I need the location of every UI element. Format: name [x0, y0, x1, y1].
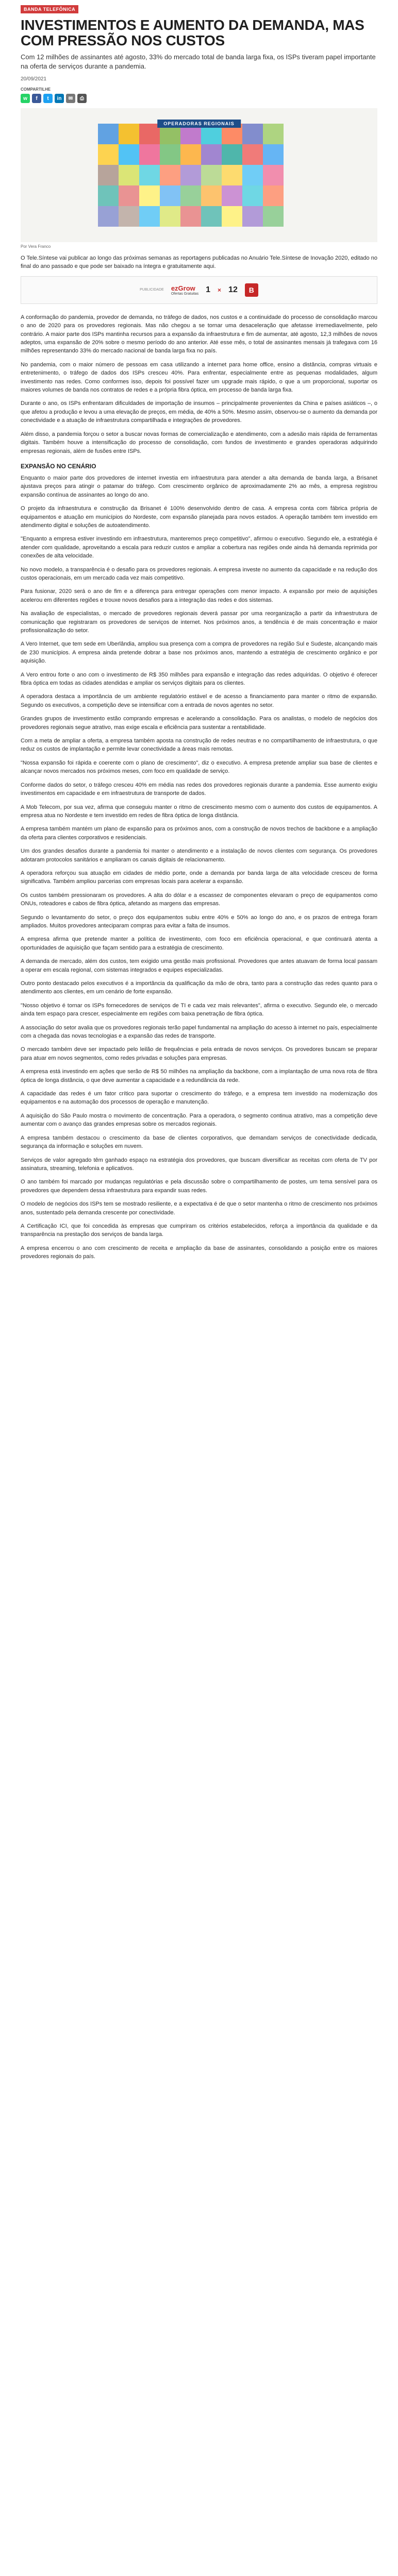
body-paragraph: "Enquanto a empresa estiver investindo em infraestrutura, manteremos preço competitivo", afirmou o executivo. Segundo ele, a estratégia é atender com qualidade, aproveitando a escala para reduzir custos e ampliar a cobertura nas regiões onde ainda há demanda reprimida por conexões de alta velocidade.: [21, 536, 377, 560]
body-paragraph: No novo modelo, a transparência é o desafio para os provedores regionais. A empresa investe no aumento da capacidade e na redução dos custos operacionais, em um mercado cada vez mais competitivo.: [21, 566, 377, 581]
body-paragraph: A empresa também mantém um plano de expansão para os próximos anos, com a construção de novos trechos de backbone e a ampliação da oferta para clientes corporativos e residenciais.: [21, 826, 377, 841]
body-paragraph: "Nossa expansão foi rápida e coerente com o plano de crescimento", diz o executivo. A empresa pretende ampliar sua base de clientes e alcançar novos mercados nos próximos meses, com foco em qualidade de serviço.: [21, 759, 377, 775]
body-paragraph: A Mob Telecom, por sua vez, afirma que conseguiu manter o ritmo de crescimento mesmo com o aumento dos custos de equipamentos. A empresa atua no Nordeste e tem investido em redes de fibra óptica de longa distância.: [21, 804, 377, 819]
body-paragraph: A Vero entrou forte o ano com o investimento de R$ 350 milhões para expansão e integração das redes adquiridas. O objetivo é oferecer fibra óptica em todas as cidades atendidas e ampliar os serviços digitais para os clientes.: [21, 671, 377, 687]
ad-badge-icon: B: [245, 283, 258, 297]
headline: INVESTIMENTOS E AUMENTO DA DEMANDA, MAS COM PRESSÃO NOS CUSTOS: [21, 17, 364, 48]
ad-logo-sub: Ofertas Gratuitas: [171, 292, 199, 296]
ad-logo: ezGrow: [171, 284, 195, 292]
lead-paragraph: O Tele.Síntese vai publicar ao longo das próximas semanas as reportagens publicadas no Anuário Tele.Síntese de Inovação 2020, editado no final do ano passado e que pode ser baixado na íntegra e gratuitamente aqui.: [21, 255, 377, 270]
body-paragraph: Segundo o levantamento do setor, o preço dos equipamentos subiu entre 40% e 50% ao longo do ano, e os prazos de entrega foram ampliados. Muitos provedores anteciparam compras para evitar a falta de insumos.: [21, 914, 377, 929]
advertisement[interactable]: [21, 276, 377, 304]
article-body-part-1: [21, 313, 377, 455]
body-paragraph: O ano também foi marcado por mudanças regulatórias e pela discussão sobre o compartilhamento de postes, um tema sensível para os provedores que dependem dessa infraestrutura para expandir suas redes.: [21, 1179, 377, 1194]
body-paragraph: Um dos grandes desafios durante a pandemia foi manter o atendimento e a instalação de novos clientes com segurança. Os provedores adotaram protocolos sanitários e ampliaram os canais digitais de relacionamento.: [21, 848, 377, 863]
ad-logo-block: [171, 284, 198, 296]
body-paragraph: Outro ponto destacado pelos executivos é a importância da qualificação da mão de obra, tanto para a construção das redes quanto para o atendimento aos clientes, em um cenário de forte expansão.: [21, 980, 377, 995]
body-paragraph: Além disso, a pandemia forçou o setor a buscar novas formas de comercialização e atendimento, com a adesão mais rápida de ferramentas digitais. Também houve a intensificação do processo de consolidação, com fundos de investimento e grandes operadoras adquirindo empresas regionais, além de fusões entre ISPs.: [21, 431, 377, 454]
article-body-part-2: [21, 474, 377, 1261]
body-paragraph: No pandemia, com o maior número de pessoas em casa utilizando a internet para home office, ensino a distância, compras virtuais e entretenimento, o tráfego de dados dos ISPs cresceu 40%. Para enfrentar, especialmente entre as pequenas modalidades, algum investimento nas redes. Como conformes isso, depois foi possível fazer um upgrade mais rápido, o que a um proporcional, suportar os maiores volumes de banda nos contratos de redes e a própria fibra óptica, em processo de banda larga fixa.: [21, 361, 377, 394]
body-paragraph: Na avaliação de especialistas, o mercado de provedores regionais deverá passar por uma reorganização a partir da infraestrutura de comunicação que registraram os provedores de serviços de internet. Nos próximos anos, a tendência é de mais concentração e maior profissionalização do setor.: [21, 611, 377, 634]
body-paragraph: O projeto da infraestrutura e construção da Brisanet é 100% desenvolvido dentro de casa. A empresa conta com fábrica própria de equipamentos e atuação em municípios do Nordeste, com expansão planejada para novos estados. A operação também tem investido em atendimento digital e soluções de autoatendimento.: [21, 505, 377, 529]
body-paragraph: A aquisição do São Paulo mostra o movimento de concentração. Para a operadora, o segmento continua atrativo, mas a competição deve aumentar com o avanço das grandes empresas sobre os mercados regionais.: [21, 1112, 377, 1128]
whatsapp-icon[interactable]: w: [21, 94, 30, 103]
body-paragraph: Conforme dados do setor, o tráfego cresceu 40% em média nas redes dos provedores regionais durante a pandemia. Esse aumento exigiu investimentos em capacidade e em infraestrutura de transporte de dados.: [21, 782, 377, 797]
body-paragraph: A operadora destaca a importância de um ambiente regulatório estável e de acesso a financiamento para manter o ritmo de expansão. Segundo os executivos, a competição deve se intensificar com a entrada de novos agentes no setor.: [21, 693, 377, 708]
section-heading: EXPANSÃO NO CENÁRIO: [21, 462, 96, 470]
body-paragraph: A Certificação ICI, que foi concedida às empresas que cumpriram os critérios estabelecidos, reforça a importância da qualidade e da transparência na prestação dos serviços de banda larga.: [21, 1223, 377, 1238]
body-paragraph: A demanda de mercado, além dos custos, tem exigido uma gestão mais profissional. Provedores que antes atuavam de forma local passam a operar em escala regional, com sistemas integrados e equipes especializadas.: [21, 958, 377, 973]
twitter-icon[interactable]: t: [43, 94, 53, 103]
body-paragraph: A associação do setor avalia que os provedores regionais terão papel fundamental na ampliação do acesso à internet no país, especialmente com a chegada das novas tecnologias e a expansão das redes de transporte.: [21, 1024, 377, 1040]
linkedin-icon[interactable]: in: [55, 94, 64, 103]
body-paragraph: A capacidade das redes é um fator crítico para suportar o crescimento do tráfego, e a empresa tem investido na modernização dos equipamentos e na automação dos processos de operação e manutenção.: [21, 1091, 377, 1106]
body-paragraph: A operadora reforçou sua atuação em cidades de médio porte, onde a demanda por banda larga de alta velocidade cresceu de forma significativa. Também ampliou parcerias com empresas locais para acelerar a expansão.: [21, 870, 377, 885]
body-paragraph: Durante o ano, os ISPs enfrentaram dificuldades de importação de insumos – principalmente provenientes da China e países asiáticos –, o que afetou a produção e levou a uma elevação de preços, em média, de 40% a 50%. Mesmo assim, observou-se o aumento da demanda por conectividade e a atuação de infraestrutura compartilhada e integrações de provedores.: [21, 400, 377, 424]
body-paragraph: A empresa afirma que pretende manter a política de investimento, com foco em eficiência operacional, e que continuará atenta a oportunidades de aquisição que façam sentido para a estratégia de crescimento.: [21, 936, 377, 951]
share-label: COMPARTILHE: [21, 87, 51, 92]
cubes-illustration: [21, 108, 377, 242]
ad-times-sign: ×: [218, 286, 222, 294]
body-paragraph: A Vero Internet, que tem sede em Uberlândia, ampliou sua presença com a compra de provedores na região Sul e Sudeste, alcançando mais de 230 municípios. A empresa ainda pretende dobrar a base nos próximos anos, mantendo a estratégia de crescimento orgânico e por aquisição.: [21, 641, 377, 665]
body-paragraph: Os custos também pressionaram os provedores. A alta do dólar e a escassez de componentes elevaram o preço de equipamentos como ONUs, roteadores e cabos de fibra óptica, afetando as margens das empresas.: [21, 892, 377, 907]
body-paragraph: Serviços de valor agregado têm ganhado espaço na estratégia dos provedores, que buscam diversificar as receitas com oferta de TV por assinatura, streaming, telefonia e aplicativos.: [21, 1157, 377, 1172]
ad-label: PUBLICIDADE: [140, 288, 164, 292]
body-paragraph: "Nosso objetivo é tornar os ISPs fornecedores de serviços de TI e cada vez mais relevantes", afirma o executivo. Segundo ele, o mercado ainda tem espaço para crescer, especialmente em regiões com baixa penetração de fibra óptica.: [21, 1002, 377, 1018]
body-paragraph: A empresa encerrou o ano com crescimento de receita e ampliação da base de assinantes, consolidando a posição entre os maiores provedores regionais do país.: [21, 1245, 377, 1260]
image-caption: Por Vera Franco: [21, 244, 51, 249]
body-paragraph: O modelo de negócios dos ISPs tem se mostrado resiliente, e a expectativa é de que o setor mantenha o ritmo de crescimento nos próximos anos, sustentado pela demanda crescente por conectividade.: [21, 1201, 377, 1216]
category-tag[interactable]: BANDA TELEFÔNICA: [21, 5, 78, 13]
ad-right-number: 12: [228, 285, 238, 294]
facebook-icon[interactable]: f: [32, 94, 41, 103]
body-paragraph: Grandes grupos de investimento estão comprando empresas e acelerando a consolidação. Para os analistas, o modelo de negócios dos provedores regionais segue atrativo, mas exige escala e eficiência para sustentar a rentabilidade.: [21, 716, 377, 731]
publish-date: 20/09/2021: [21, 76, 47, 82]
email-icon[interactable]: ✉: [66, 94, 75, 103]
print-icon[interactable]: ⎙: [77, 94, 87, 103]
body-paragraph: O mercado também deve ser impactado pelo leilão de frequências e pela entrada de novos serviços. Os provedores buscam se preparar para atuar em novos segmentos, como redes privadas e soluções para empresas.: [21, 1046, 377, 1061]
hero-image: [21, 108, 377, 242]
subtitle: Com 12 milhões de assinantes até agosto, 33% do mercado total de banda larga fixa, os ISPs tiveram papel importante na oferta de serviços durante a pandemia.: [21, 53, 376, 70]
share-buttons: [21, 94, 377, 103]
body-paragraph: Com a meta de ampliar a oferta, a empresa também aposta na construção de redes neutras e no compartilhamento de infraestrutura, o que reduz os custos de implantação e permite levar conectividade a áreas mais remotas.: [21, 738, 377, 753]
hero-banner: OPERADORAS REGIONAIS: [157, 120, 241, 128]
body-paragraph: A conformação do pandemia, provedor de demanda, no tráfego de dados, nos custos e a continuidade do processo de consolidação marcou o ano de 2020 para os provedores regionais. Mas não chegou a se tornar uma desaceleração que afetasse irremediavelmente, pelo contrário. A maior parte dos ISPs mantinha recursos para a expansão da infraestrutura e fim de aumentar, até agosto, 12,3 milhões de novos adeptos, uma expansão de 20% sobre o mesmo período do ano anterior. Até esse mês, o total de assinantes mensais já trafegava com 16 milhões representando 33% do mercado nacional de banda larga fixa no país.: [21, 314, 377, 354]
ad-left-number: 1: [206, 285, 211, 294]
body-paragraph: Enquanto o maior parte dos provedores de internet investia em infraestrutura para atender a alta demanda de banda larga, a Brisanet ajustava preços para atingir o patamar do tráfego. Com crescimento orgânico de aproximadamente 2% ao mês, a empresa registrou expansão contínua de assinantes ao longo do ano.: [21, 474, 377, 498]
body-paragraph: A empresa está investindo em ações que serão de R$ 50 milhões na ampliação da backbone, com a implantação de uma nova rota de fibra óptica de longa distância, o que deve aumentar a capacidade e a redundância da rede.: [21, 1069, 377, 1083]
body-paragraph: A empresa também destacou o crescimento da base de clientes corporativos, que demandam serviços de conectividade dedicada, segurança da informação e soluções em nuvem.: [21, 1134, 377, 1150]
body-paragraph: Para fusionar, 2020 será o ano de fim e a diferença para entregar operações com menor impacto. A expansão por meio de aquisições acelerou em diferentes regiões e trouxe novos desafios para a integração das redes e dos sistemas.: [21, 588, 377, 603]
